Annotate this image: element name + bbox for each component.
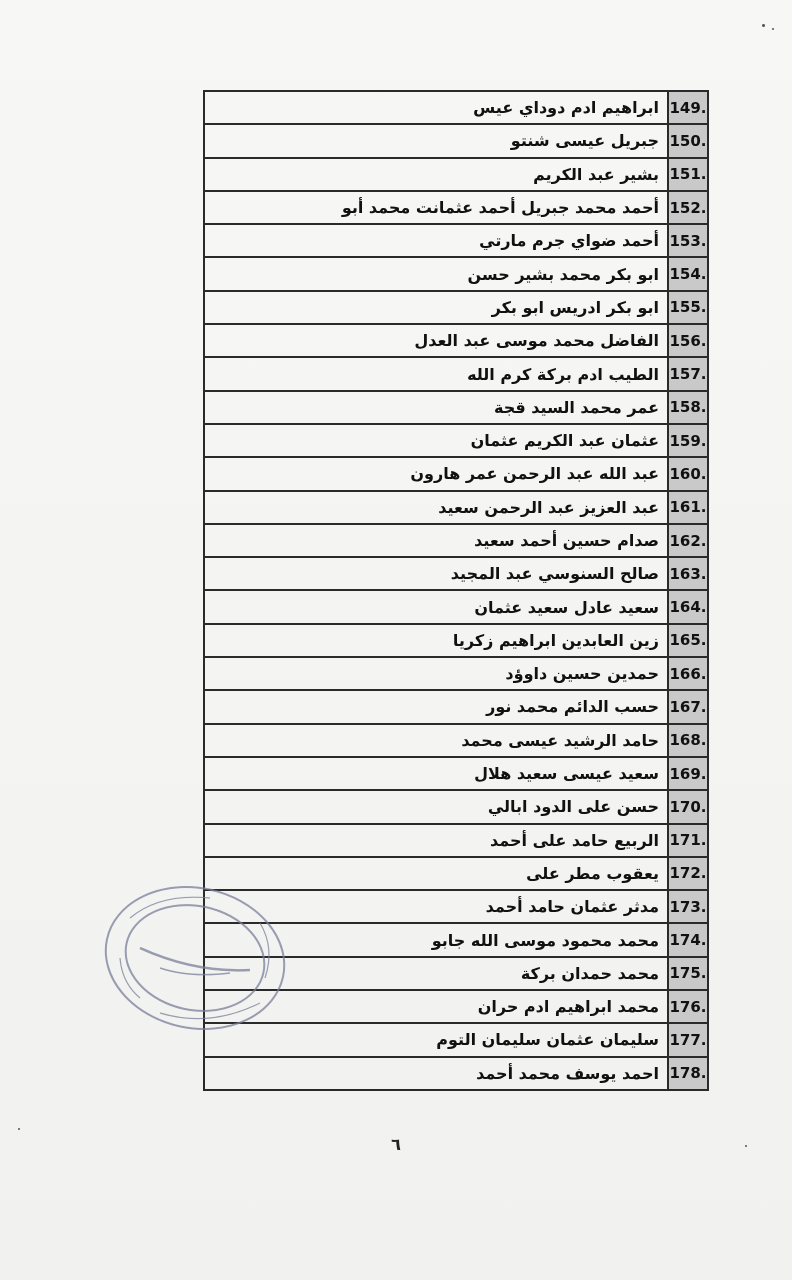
row-number: 170. xyxy=(669,797,707,816)
table-row xyxy=(204,224,708,257)
row-name: ابراهيم ادم دوداي عيس xyxy=(204,91,668,124)
row-number-cell xyxy=(668,557,708,590)
table-row xyxy=(204,824,708,857)
row-number-cell xyxy=(668,990,708,1023)
row-name: عبد الله عبد الرحمن عمر هارون xyxy=(204,457,668,490)
row-name: ابو بكر ادريس ابو بكر xyxy=(204,291,668,324)
row-name: محمد محمود موسى الله جابو xyxy=(204,923,668,956)
row-number-cell xyxy=(668,690,708,723)
row-number-cell xyxy=(668,158,708,191)
row-name: احمد يوسف محمد أحمد xyxy=(204,1057,668,1090)
row-number-cell xyxy=(668,724,708,757)
table-row xyxy=(204,158,708,191)
row-number: 173. xyxy=(669,897,707,916)
official-seal-icon xyxy=(100,878,290,1038)
paper-speck xyxy=(745,1145,747,1147)
row-number: 177. xyxy=(669,1030,707,1049)
row-name: ابو بكر محمد بشير حسن xyxy=(204,257,668,290)
table-row xyxy=(204,590,708,623)
row-name: عمر محمد السيد قجة xyxy=(204,391,668,424)
row-name: حمدين حسين داوؤد xyxy=(204,657,668,690)
row-name: الطيب ادم بركة كرم الله xyxy=(204,357,668,390)
table-row xyxy=(204,391,708,424)
row-number: 171. xyxy=(669,831,707,850)
row-number-cell xyxy=(668,224,708,257)
page-number: ٦ xyxy=(391,1135,401,1154)
row-number: 155. xyxy=(669,298,707,317)
table-row xyxy=(204,124,708,157)
row-number: 162. xyxy=(669,531,707,550)
row-name: محمد حمدان بركة xyxy=(204,957,668,990)
row-number-cell xyxy=(668,124,708,157)
row-number: 153. xyxy=(669,231,707,250)
row-number: 174. xyxy=(669,931,707,950)
table-row xyxy=(204,790,708,823)
row-number: 161. xyxy=(669,498,707,517)
table-row xyxy=(204,357,708,390)
row-name: حسن على الدود ابالي xyxy=(204,790,668,823)
row-number: 167. xyxy=(669,697,707,716)
row-number-cell xyxy=(668,491,708,524)
table-row xyxy=(204,524,708,557)
row-number-cell xyxy=(668,457,708,490)
paper-speck xyxy=(772,28,774,30)
row-name: محمد ابراهيم ادم حران xyxy=(204,990,668,1023)
row-number-cell xyxy=(668,391,708,424)
row-name: الفاضل محمد موسى عبد العدل xyxy=(204,324,668,357)
row-name: سعيد عادل سعيد عثمان xyxy=(204,590,668,623)
row-number-cell xyxy=(668,890,708,923)
table-row xyxy=(204,657,708,690)
row-name: بشير عبد الكريم xyxy=(204,158,668,191)
row-number-cell xyxy=(668,324,708,357)
row-number: 175. xyxy=(669,964,707,983)
row-number: 152. xyxy=(669,198,707,217)
table-row xyxy=(204,491,708,524)
row-number-cell xyxy=(668,824,708,857)
row-number-cell xyxy=(668,257,708,290)
row-number: 154. xyxy=(669,265,707,284)
row-number-cell xyxy=(668,291,708,324)
row-number-cell xyxy=(668,590,708,623)
row-number: 172. xyxy=(669,864,707,883)
row-number: 160. xyxy=(669,464,707,483)
table-row xyxy=(204,424,708,457)
row-number: 165. xyxy=(669,631,707,650)
table-row xyxy=(204,91,708,124)
row-number-cell xyxy=(668,191,708,224)
row-number-cell xyxy=(668,1057,708,1090)
row-number-cell xyxy=(668,524,708,557)
row-number: 166. xyxy=(669,664,707,683)
row-name: حامد الرشيد عيسى محمد xyxy=(204,724,668,757)
row-name: عثمان عبد الكريم عثمان xyxy=(204,424,668,457)
row-number-cell xyxy=(668,424,708,457)
row-number-cell xyxy=(668,624,708,657)
row-number-cell xyxy=(668,1023,708,1056)
table-row xyxy=(204,257,708,290)
row-number: 151. xyxy=(669,165,707,184)
table-row xyxy=(204,1057,708,1090)
row-number-cell xyxy=(668,923,708,956)
row-name: حسب الدائم محمد نور xyxy=(204,690,668,723)
row-name: زين العابدين ابراهيم زكريا xyxy=(204,624,668,657)
row-number-cell xyxy=(668,657,708,690)
row-name: أحمد ضواي جرم مارتي xyxy=(204,224,668,257)
table-row xyxy=(204,757,708,790)
table-row xyxy=(204,624,708,657)
row-number-cell xyxy=(668,357,708,390)
row-number: 163. xyxy=(669,564,707,583)
row-number: 157. xyxy=(669,365,707,384)
table-row xyxy=(204,457,708,490)
table-row xyxy=(204,191,708,224)
row-number: 168. xyxy=(669,731,707,750)
row-name: جبريل عيسى شنتو xyxy=(204,124,668,157)
row-number: 176. xyxy=(669,997,707,1016)
row-number-cell xyxy=(668,91,708,124)
row-name: سعيد عيسى سعيد هلال xyxy=(204,757,668,790)
row-number-cell xyxy=(668,857,708,890)
row-number: 164. xyxy=(669,598,707,617)
row-number-cell xyxy=(668,957,708,990)
table-row xyxy=(204,724,708,757)
row-name: صالح السنوسي عبد المجيد xyxy=(204,557,668,590)
row-number: 149. xyxy=(669,98,707,117)
row-number: 156. xyxy=(669,331,707,350)
row-name: الربيع حامد على أحمد xyxy=(204,824,668,857)
paper-speck xyxy=(18,1128,20,1130)
row-number: 150. xyxy=(669,131,707,150)
paper-speck xyxy=(762,24,765,27)
row-number-cell xyxy=(668,790,708,823)
row-number-cell xyxy=(668,757,708,790)
table-row xyxy=(204,324,708,357)
row-number: 178. xyxy=(669,1064,707,1083)
table-row xyxy=(204,291,708,324)
row-name: مدثر عثمان حامد أحمد xyxy=(204,890,668,923)
table-row xyxy=(204,690,708,723)
row-name: أحمد محمد جبريل أحمد عثمانت محمد أبو xyxy=(204,191,668,224)
row-name: صدام حسين أحمد سعيد xyxy=(204,524,668,557)
row-number: 159. xyxy=(669,431,707,450)
table-row xyxy=(204,557,708,590)
row-name: سليمان عثمان سليمان التوم xyxy=(204,1023,668,1056)
row-number: 158. xyxy=(669,398,707,417)
row-name: عبد العزيز عبد الرحمن سعيد xyxy=(204,491,668,524)
row-name: يعقوب مطر على xyxy=(204,857,668,890)
row-number: 169. xyxy=(669,764,707,783)
